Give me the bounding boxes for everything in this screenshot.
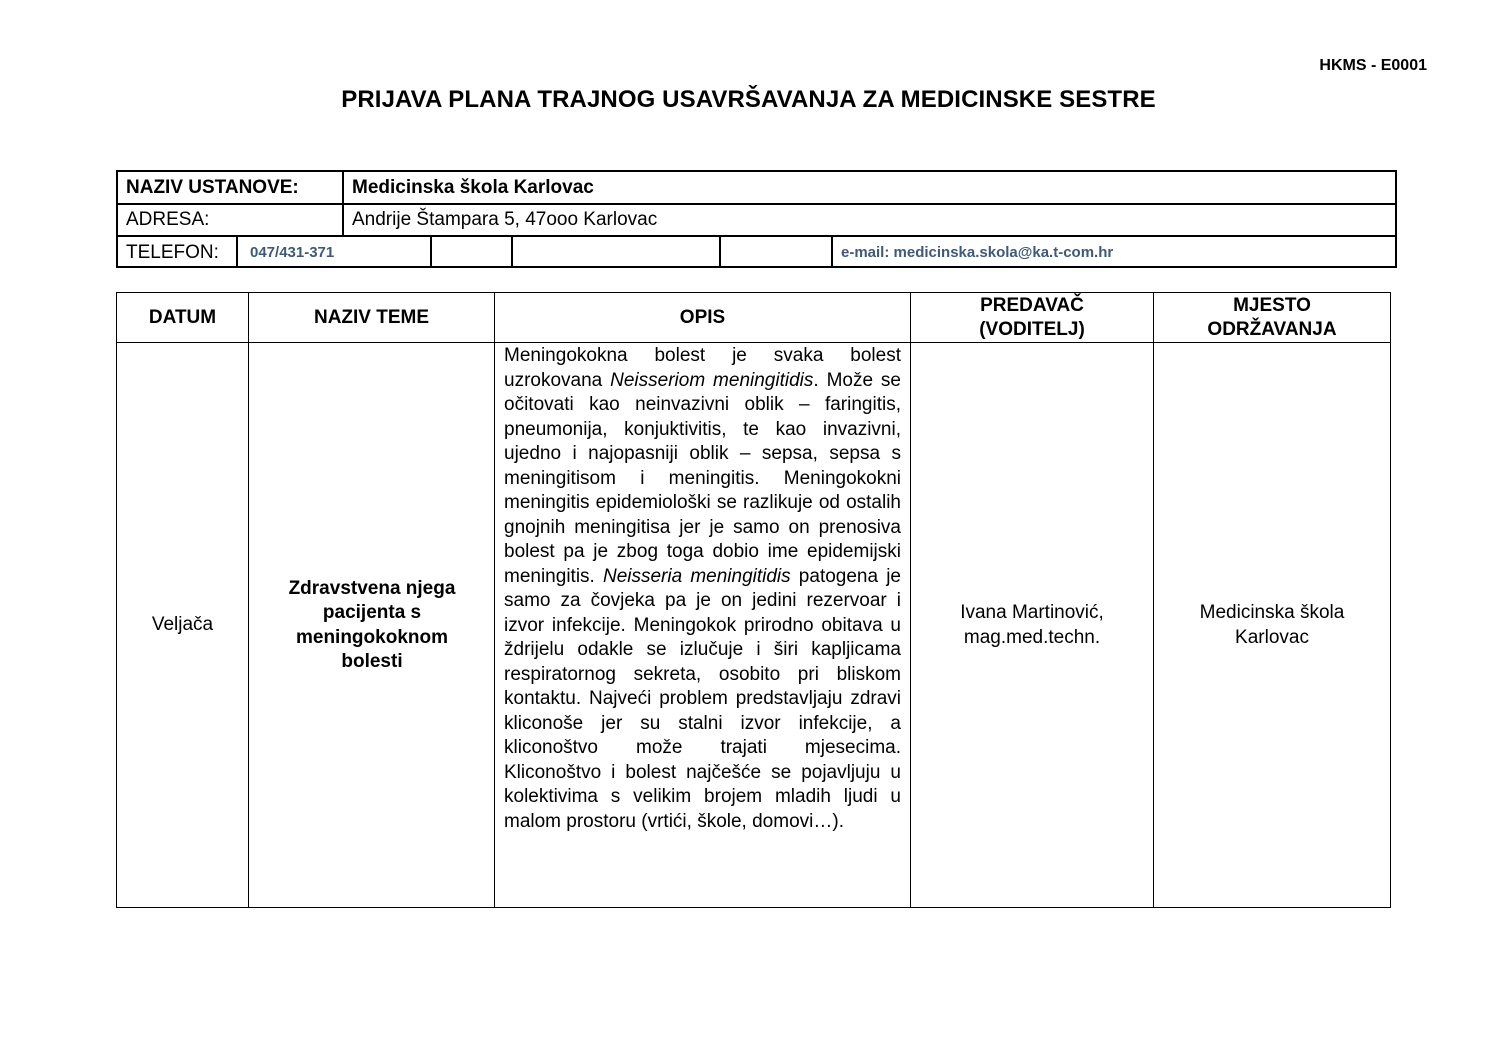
- row-predavac-line1: Ivana Martinović,: [960, 602, 1104, 623]
- opis-part-4: Neisseria meningitidis: [602, 565, 791, 587]
- institution-address-label: ADRESA:: [126, 209, 210, 230]
- row-predavac-line2: mag.med.techn.: [963, 626, 1101, 648]
- row-predavac: [911, 343, 1153, 908]
- header-predavac-line2: (VODITELJ): [979, 318, 1085, 340]
- row-mjesto-line1: Medicinska škola: [1199, 602, 1345, 623]
- header-mjesto-line1: MJESTO: [1233, 294, 1311, 316]
- institution-phone-row: [118, 237, 1395, 268]
- plan-table: [116, 292, 1391, 908]
- institution-address-value: Andrije Štampara 5, 47ooo Karlovac: [352, 209, 658, 230]
- page-title: PRIJAVA PLANA TRAJNOG USAVRŠAVANJA ZA MEDICINSKE SESTRE: [341, 86, 1156, 113]
- institution-name-value: Medicinska škola Karlovac: [352, 176, 594, 198]
- opis-part-2: Neisseriom meningitidis: [610, 369, 814, 391]
- institution-table: [116, 170, 1397, 268]
- header-opis: OPIS: [679, 306, 726, 328]
- header-mjesto-line2: ODRŽAVANJA: [1207, 318, 1337, 340]
- opis-part-1: Meningokokna bolest je svaka bolest uzrokovana: [504, 345, 901, 391]
- row-mjesto: [1154, 343, 1390, 908]
- opis-part-5: patogena je samo za čovjeka pa je on jedini rezervoar i izvor infekcije. Meningokok prirodno obitava u ždrijelu odakle se izlučuje i širi kapljicama respiratornog sekreta, osobito pri bliskom kontaktu. Najveći problem predstavljaju zdravi kliconoše jer su stalni izvor infekcije, a kliconoštvo može trajati mjesecima. Kliconoštvo i bolest najčešće se pojavljuju u kolektivima s velikim brojem mladih ljudi u malom prostoru (vrtići, škole, domovi…).: [504, 565, 901, 832]
- institution-address-row: [118, 205, 1395, 237]
- header-predavac: [911, 293, 1153, 342]
- institution-name-label: NAZIV USTANOVE:: [126, 176, 299, 198]
- header-datum: DATUM: [148, 306, 217, 328]
- institution-name-row: [118, 172, 1395, 205]
- row-datum: Veljača: [151, 614, 214, 636]
- header-mjesto: [1154, 293, 1390, 342]
- institution-email: e-mail: medicinska.skola@ka.t-com.hr: [841, 244, 1114, 261]
- row-opis: [504, 344, 901, 834]
- institution-phone-label: TELEFON:: [126, 241, 219, 263]
- row-mjesto-line2: Karlovac: [1235, 626, 1309, 648]
- header-naziv-teme: NAZIV TEME: [313, 306, 430, 328]
- opis-part-3: . Može se očitovati kao neinvazivni oblik – faringitis, pneumonija, konjuktivitis, te kao invazivni, ujedno i najopasniji oblik – sepsa, sepsa s meningitisom i meningitis. Meningokokni meningitis epidemiološki se razlikuje od ostalih gnojnih meningitisa jer je samo on prenosiva bolest pa je zbog toga dobio ime epidemijski meningitis.: [504, 369, 901, 587]
- row-naziv-teme: Zdravstvena njega pacijenta s meningokoknom bolesti: [288, 577, 456, 672]
- header-predavac-line1: PREDAVAČ: [980, 294, 1084, 316]
- institution-phone-value: 047/431-371: [250, 244, 335, 261]
- form-code: HKMS - E0001: [1319, 57, 1427, 74]
